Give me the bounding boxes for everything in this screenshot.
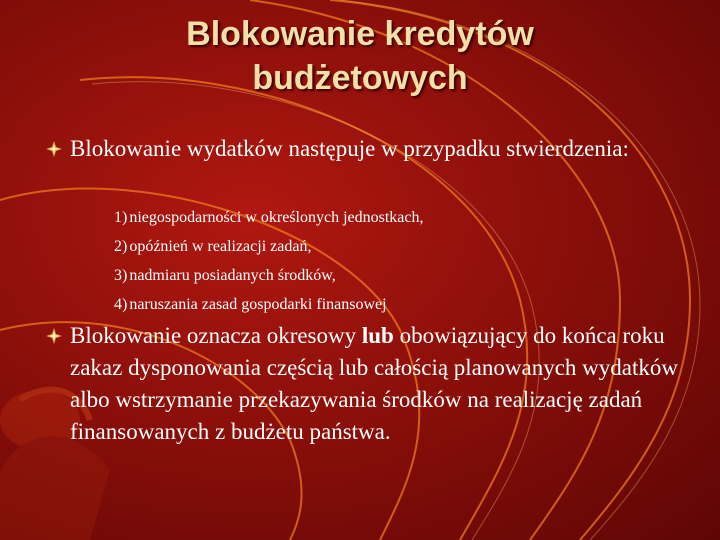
sublist-item-number: 2): [114, 238, 128, 255]
sublist-item: [114, 261, 674, 290]
bullet-point-2: [46, 320, 702, 448]
slide-title: [0, 12, 720, 100]
bullet-1-text: Blokowanie wydatków następuje w przypadku stwierdzenia:: [70, 136, 629, 161]
sublist-item-text: nadmiaru posiadanych środków,: [129, 267, 336, 284]
sublist-item-text: opóźnień w realizacji zadań,: [129, 238, 312, 255]
sublist-item: [114, 203, 674, 232]
bullet-2-text-end: obowiązujący do końca roku zakaz dysponowania częścią lub całością planowanych wydatków albo wstrzymanie przekazywania środków na realizację zadań finansowanych z budżetu państwa.: [70, 323, 678, 444]
bullet-2-bold-word: lub: [361, 323, 394, 348]
bullet-2-text: [46, 320, 702, 448]
sublist-item: [114, 290, 674, 319]
bullet-point-1: [46, 133, 702, 165]
sublist-item-number: 3): [114, 267, 128, 284]
title-line-1: Blokowanie kredytów: [186, 15, 534, 53]
diamond-star-icon: [46, 141, 62, 157]
title-line-2: budżetowych: [252, 59, 468, 97]
sublist-item-text: niegospodarności w określonych jednostkach,: [129, 209, 424, 226]
sublist-item-text: naruszania zasad gospodarki finansowej: [129, 296, 387, 313]
numbered-sublist: [114, 203, 674, 319]
sublist-item-number: 1): [114, 209, 128, 226]
sublist-item-number: 4): [114, 296, 128, 313]
bullet-2-text-start: Blokowanie oznacza okresowy: [70, 323, 362, 348]
diamond-star-icon: [46, 328, 62, 344]
sublist-item: [114, 232, 674, 261]
